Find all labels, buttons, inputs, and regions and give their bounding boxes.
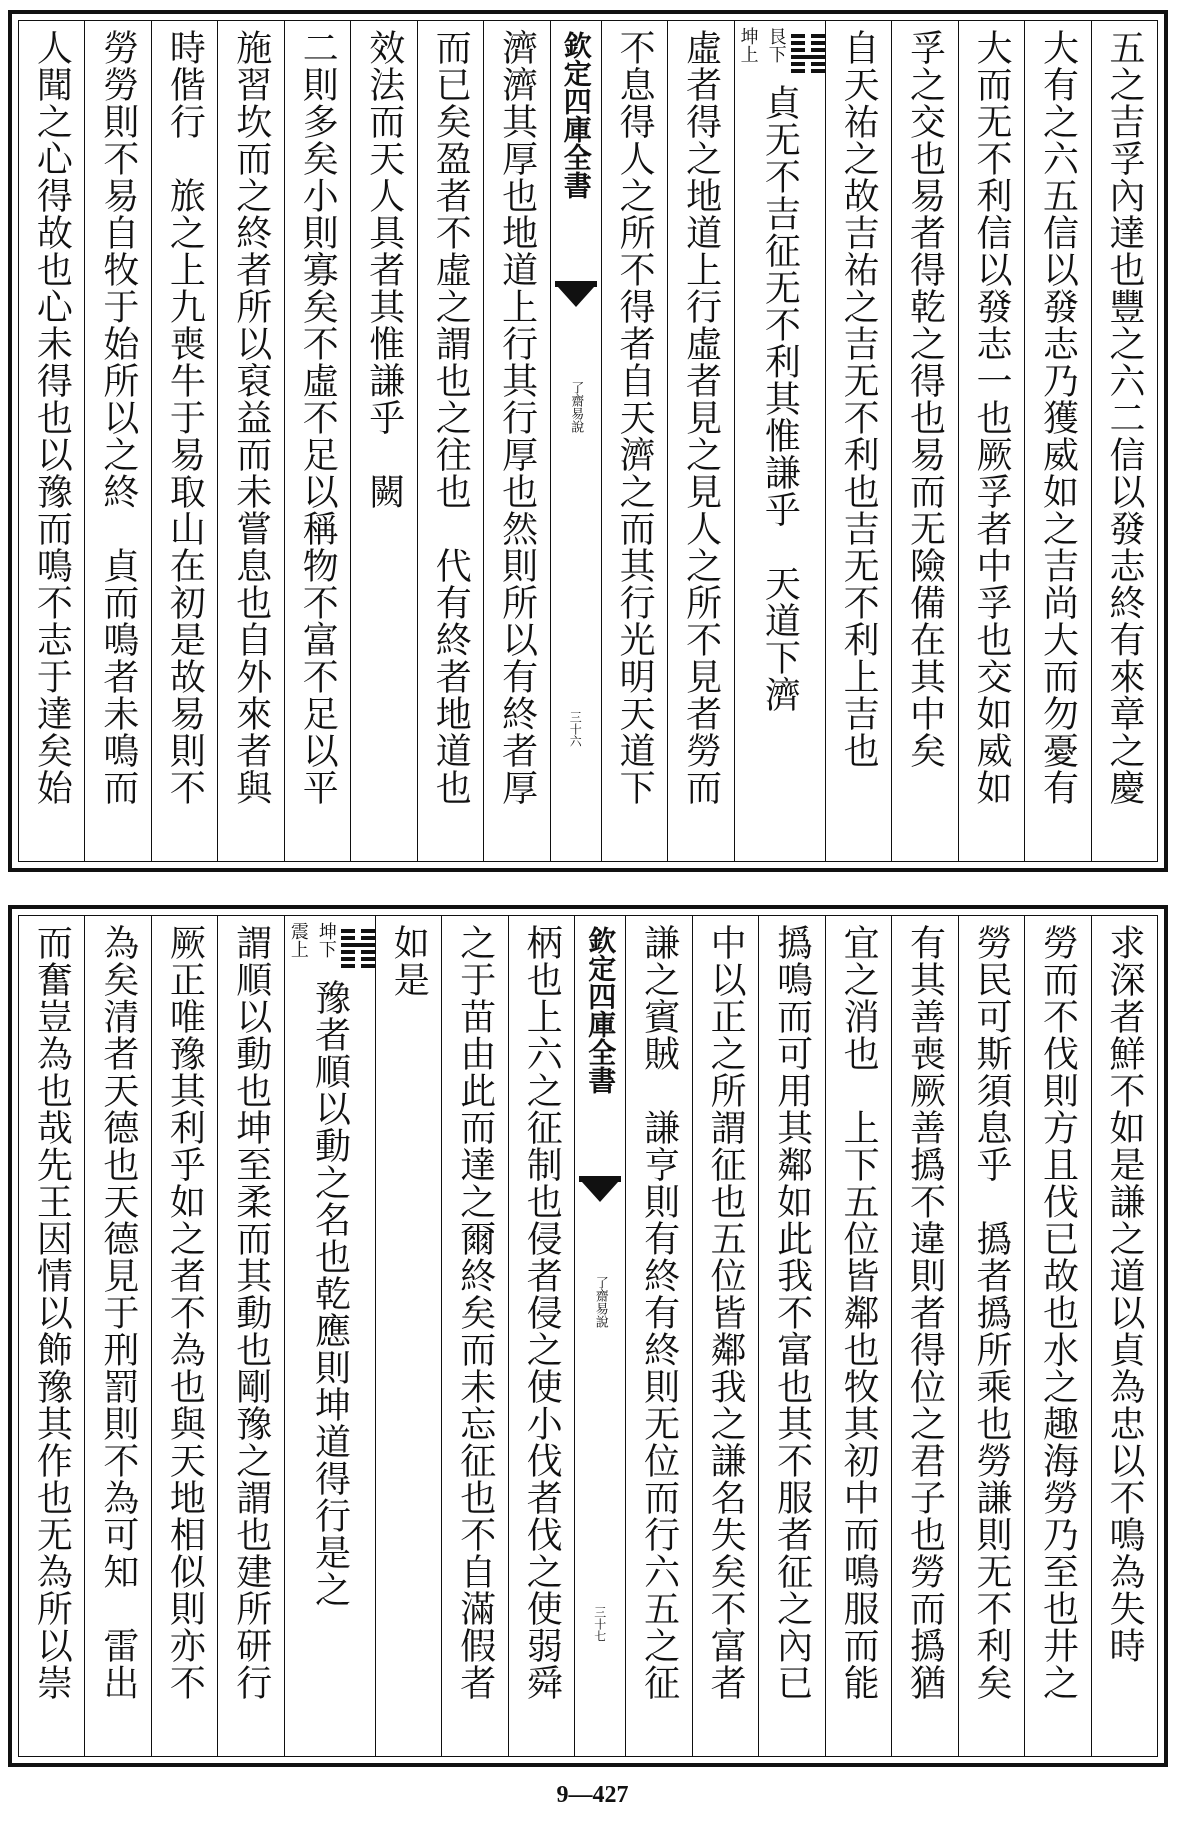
- text-column: [217, 21, 283, 861]
- text-column: [84, 916, 150, 1756]
- column-text: 勞民可斯須息乎 撝者撝所乘也勞謙則无不利矣: [971, 924, 1013, 1701]
- yu-hexagram-icon: [341, 926, 375, 971]
- text-column: [758, 916, 824, 1756]
- hexagram-label-lower: 坤下: [315, 922, 337, 958]
- text-column: [891, 21, 957, 861]
- book-name: 了齋易說: [568, 381, 584, 433]
- text-column: [441, 916, 507, 1756]
- column-text: 大有之六五信以發志乃獲威如之吉尚大而勿憂有: [1037, 29, 1079, 806]
- hexagram-label-upper: 震上: [287, 922, 309, 958]
- header-title: 欽定四庫全書: [559, 31, 593, 199]
- text-column: [1091, 21, 1157, 861]
- text-column: [825, 21, 891, 861]
- column-text: 之于苗由此而達之爾終矣而未忘征也不自滿假者: [454, 924, 496, 1701]
- column-text: 效法而天人具者其惟謙乎 闕: [363, 29, 405, 510]
- hexagram-column: [284, 916, 375, 1756]
- column-text: 為矣清者天德也天德見于刑罰則不為可知 雷出: [97, 924, 139, 1701]
- column-text: 厥正唯豫其利乎如之者不為也與天地相似則亦不: [164, 924, 206, 1701]
- text-column: [667, 21, 733, 861]
- text-column: [825, 916, 891, 1756]
- column-text: 貞无不吉征无不利其惟謙乎 天道下濟: [759, 84, 801, 713]
- hexagram-label-upper: 坤上: [737, 27, 759, 63]
- text-column: [19, 21, 84, 861]
- text-column: [483, 21, 549, 861]
- column-text: 求深者鮮不如是謙之道以貞為忠以不鳴為失時: [1103, 924, 1145, 1664]
- text-column: [151, 21, 217, 861]
- center-margin: [550, 21, 601, 861]
- column-text: 柄也上六之征制也侵者侵之使小伐者伐之使弱舜: [521, 924, 563, 1701]
- top-columns: [19, 21, 1157, 861]
- page-number: 三十七: [592, 1606, 607, 1642]
- text-column: [84, 21, 150, 861]
- text-column: [1091, 916, 1157, 1756]
- text-column: [601, 21, 667, 861]
- text-column: [19, 916, 84, 1756]
- column-text: 濟濟其厚也地道上行其行厚也然則所以有終者厚: [496, 29, 538, 806]
- column-text: 二則多矣小則寡矣不虛不足以稱物不富不足以平: [297, 29, 339, 806]
- text-column: [1024, 21, 1090, 861]
- text-column: [284, 21, 350, 861]
- text-column: [375, 916, 441, 1756]
- text-column: [350, 21, 416, 861]
- qian-hexagram-icon: [791, 31, 825, 76]
- hexagram-label-lower: 艮下: [765, 27, 787, 63]
- bottom-page-frame: [18, 915, 1158, 1757]
- column-text: 中以正之所謂征也五位皆鄰我之謙名失矣不富者: [705, 924, 747, 1701]
- text-column: [891, 916, 957, 1756]
- column-text: 謂順以動也坤至柔而其動也剛豫之謂也建所研行: [230, 924, 272, 1701]
- column-text: 虛者得之地道上行虛者見之見人之所不見者勞而: [680, 29, 722, 806]
- column-text: 施習坎而之終者所以裒益而未嘗息也自外來者與: [230, 29, 272, 806]
- column-text: 大而无不利信以發志一也厥孚者中孚也交如威如: [971, 29, 1013, 806]
- page-number: 三十六: [568, 711, 583, 747]
- bottom-page: [8, 905, 1168, 1767]
- column-text: 而奮豈為也哉先王因情以飾豫其作也无為所以崇: [31, 924, 73, 1701]
- text-column: [151, 916, 217, 1756]
- hexagram-column: [734, 21, 825, 861]
- text-column: [508, 916, 574, 1756]
- text-column: [692, 916, 758, 1756]
- bottom-columns: [19, 916, 1157, 1756]
- header-title: 欽定四庫全書: [584, 926, 618, 1094]
- column-text: 自天祐之故吉祐之吉无不利也吉无不利上吉也: [838, 29, 880, 769]
- column-text: 有其善喪厥善撝不違則者得位之君子也勞而撝猶: [904, 924, 946, 1701]
- top-page: [8, 10, 1168, 872]
- column-text: 人聞之心得故也心未得也以豫而鳴不志于達矣始: [31, 29, 73, 806]
- column-text: 五之吉孚內達也豐之六二信以發志終有來章之慶: [1103, 29, 1145, 806]
- text-column: [1024, 916, 1090, 1756]
- text-column: [217, 916, 283, 1756]
- text-column: [958, 916, 1024, 1756]
- column-text: 而已矣盈者不虛之謂也之往也 代有終者地道也: [430, 29, 472, 806]
- column-text: 豫者順以動之名也乾應則坤道得行是之: [309, 979, 351, 1608]
- column-text: 孚之交也易者得乾之得也易而无險備在其中矣: [904, 29, 946, 769]
- fish-tail-mark-icon: [555, 281, 597, 323]
- column-text: 勞勞則不易自牧于始所以之終 貞而鳴者未鳴而: [97, 29, 139, 806]
- center-margin: [574, 916, 625, 1756]
- column-text: 時偕行 旅之上九喪牛于易取山在初是故易則不: [164, 29, 206, 806]
- column-text: 宜之消也 上下五位皆鄰也牧其初中而鳴服而能: [838, 924, 880, 1701]
- fish-tail-mark-icon: [579, 1176, 621, 1218]
- column-text: 如是: [388, 924, 430, 998]
- column-text: 不息得人之所不得者自天濟之而其行光明天道下: [614, 29, 656, 806]
- text-column: [958, 21, 1024, 861]
- text-column: [417, 21, 483, 861]
- top-page-frame: [18, 20, 1158, 862]
- book-name: 了齋易說: [592, 1276, 608, 1328]
- text-column: [625, 916, 691, 1756]
- column-text: 勞而不伐則方且伐已故也水之趣海勞乃至也井之: [1037, 924, 1079, 1701]
- column-text: 撝鳴而可用其鄰如此我不富也其不服者征之內已: [771, 924, 813, 1701]
- column-text: 謙之賓賊 謙亨則有終有終則无位而行六五之征: [638, 924, 680, 1701]
- page-footer: 9—427: [556, 1782, 629, 1808]
